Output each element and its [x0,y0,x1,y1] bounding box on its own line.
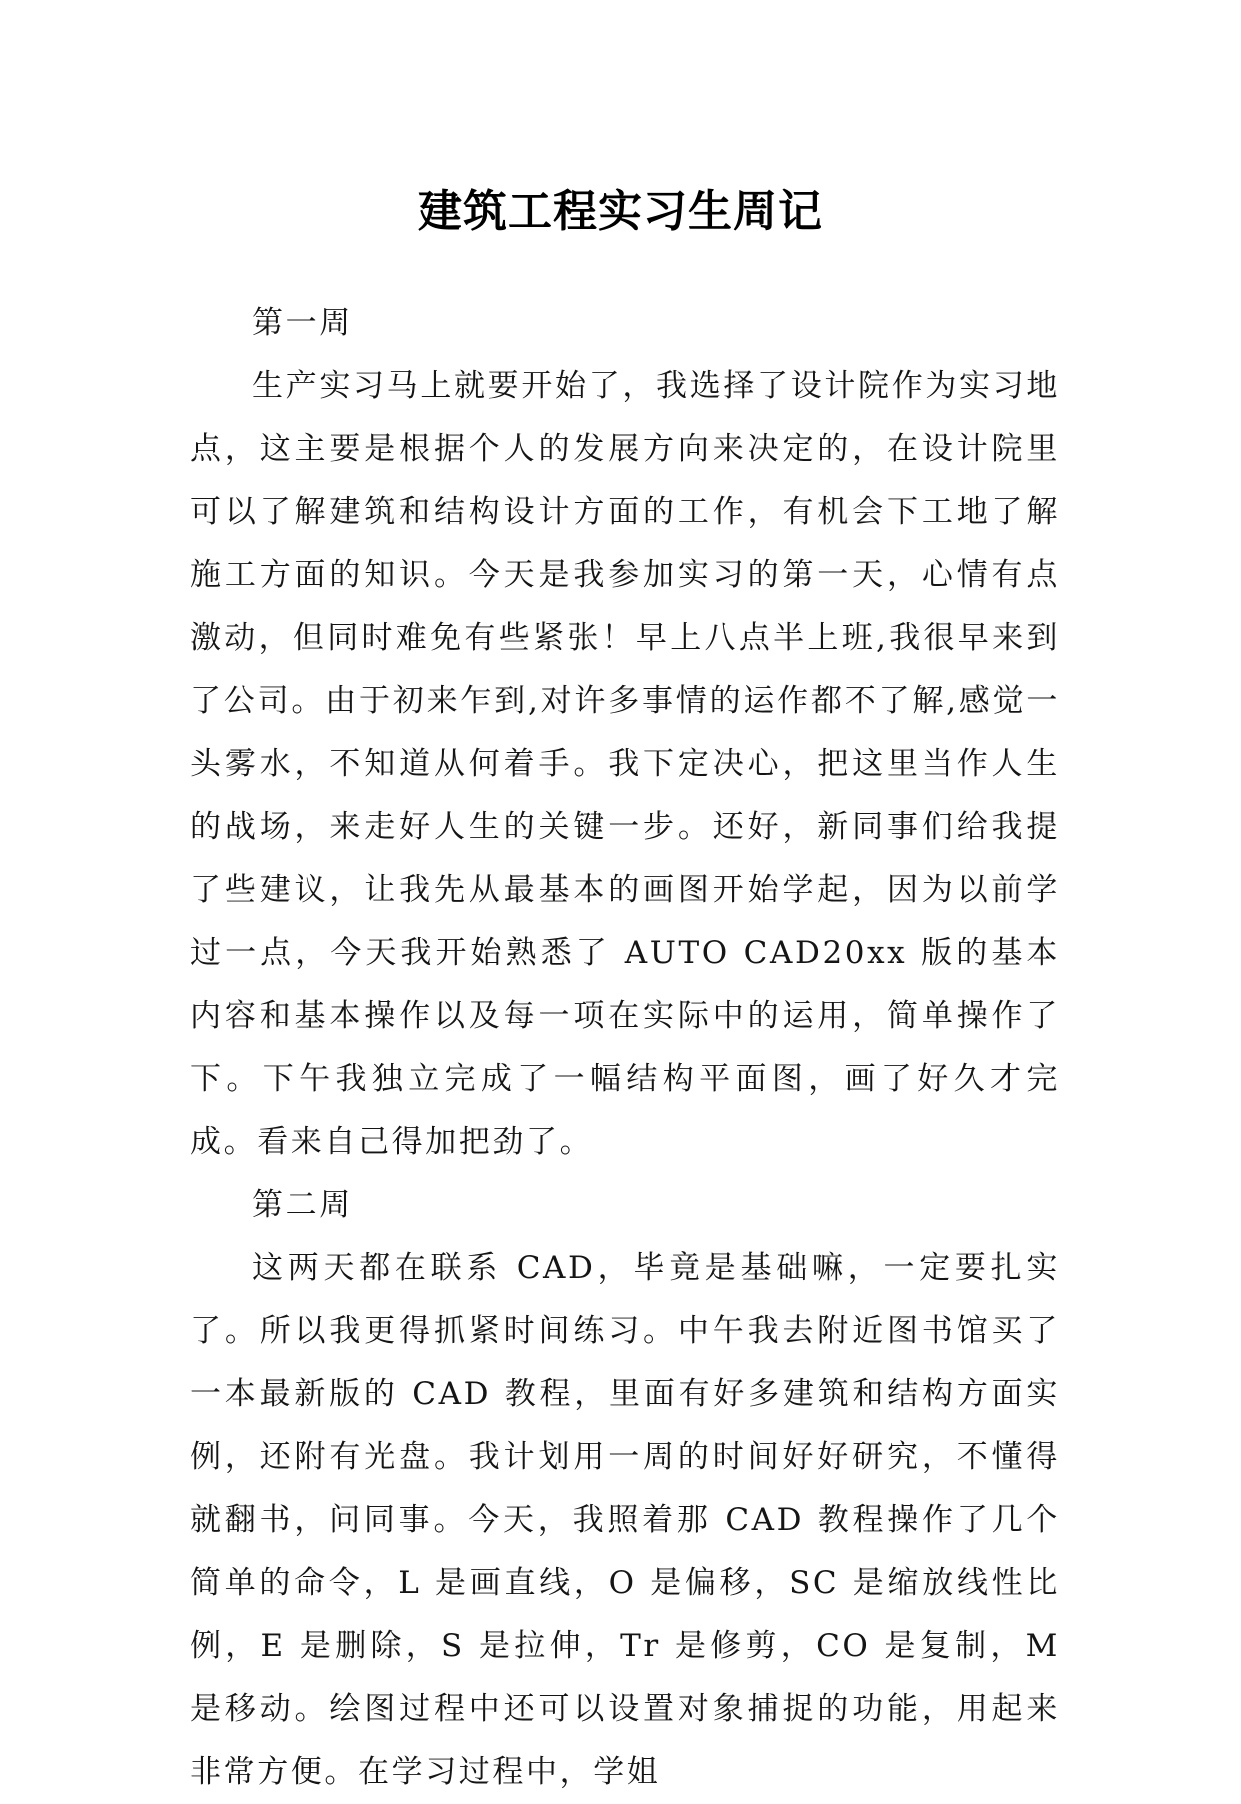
section-heading-week-1: 第一周 [252,305,353,341]
section-heading-week-2: 第二周 [252,1187,353,1223]
document-title: 建筑工程实习生周记 [418,186,823,238]
section-paragraph-week-1: 生产实习马上就要开始了，我选择了设计院作为实习地点，这主要是根据个人的发展方向来决定的，在设计院里可以了解建筑和结构设计方面的工作，有机会下工地了解施工方面的知识。今天是我参加实习的第一天，心情有点激动，但同时难免有些紧张！早上八点半上班,我很早来到了公司。由于初来乍到,对许多事情的运作都不了解,感觉一头雾水，不知道从何着手。我下定决心，把这里当作人生的战场，来走好人生的关键一步。还好，新同事们给我提了些建议，让我先从最基本的画图开始学起，因为以前学过一点，今天我开始熟悉了 AUTO CAD20xx 版的基本内容和基本操作以及每一项在实际中的运用，简单操作了下。下午我独立完成了一幅结构平面图，画了好久才完成。看来自己得加把劲了。 [190,368,1060,1160]
section-paragraph-week-2: 这两天都在联系 CAD，毕竟是基础嘛，一定要扎实了。所以我更得抓紧时间练习。中午我去附近图书馆买了一本最新版的 CAD 教程，里面有好多建筑和结构方面实例，还附有光盘。我计划用一周的时间好好研究，不懂得就翻书，问同事。今天，我照着那 CAD 教程操作了几个简单的命令，L 是画直线，O 是偏移，SC 是缩放线性比例，E 是删除，S 是拉伸，Tr 是修剪，CO 是复制，M 是移动。绘图过程中还可以设置对象捕捉的功能，用起来非常方便。在学习过程中，学姐 [190,1250,1060,1790]
document-body [190,292,1060,1804]
